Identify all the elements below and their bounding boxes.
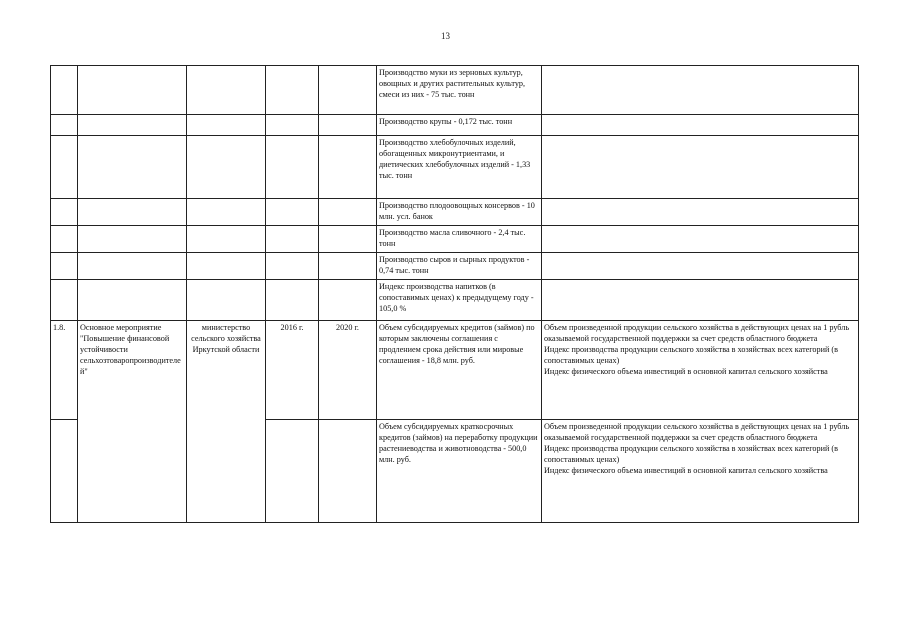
result-cell bbox=[542, 199, 859, 226]
table-row bbox=[51, 66, 859, 115]
indicator-cell: Производство крупы - 0,172 тыс. тонн bbox=[377, 115, 542, 136]
indicator-cell: Производство хлебобулочных изделий, обогащенных микронутриентами, и диетических хлебобулочных изделий - 1,33 тыс. тонн bbox=[377, 136, 542, 199]
result-cell bbox=[542, 253, 859, 280]
indicator-cell: Производство сыров и сырных продуктов - 0,74 тыс. тонн bbox=[377, 253, 542, 280]
table-row bbox=[51, 136, 859, 199]
indicator-cell: Индекс производства напитков (в сопоставимых ценах) к предыдущему году - 105,0 % bbox=[377, 280, 542, 321]
indicator-cell: Объем субсидируемых краткосрочных кредитов (займов) на переработку продукции растениеводства и животноводства - 500,0 млн. руб. bbox=[377, 420, 542, 523]
result-cell bbox=[542, 280, 859, 321]
program-measures-table bbox=[50, 65, 859, 523]
result-cell bbox=[542, 115, 859, 136]
result-line: Индекс физического объема инвестиций в основной капитал сельского хозяйства bbox=[544, 466, 828, 475]
page-number: 13 bbox=[441, 31, 450, 41]
table-row bbox=[51, 226, 859, 253]
measure-name: Основное мероприятие "Повышение финансовой устойчивости сельхозтоваропроизводителей" bbox=[78, 321, 187, 523]
table-row bbox=[51, 115, 859, 136]
table-row bbox=[51, 280, 859, 321]
measure-end-year: 2020 г. bbox=[319, 321, 377, 420]
result-line: Индекс производства продукции сельского хозяйства в хозяйствах всех категорий (в сопоставимых ценах) bbox=[544, 444, 839, 464]
result-line: Индекс физического объема инвестиций в основной капитал сельского хозяйства bbox=[544, 367, 828, 376]
result-line: Объем произведенной продукции сельского хозяйства в действующих ценах на 1 рубль оказываемой государственной поддержки за счет средств областного бюджета bbox=[544, 422, 850, 442]
measure-executor: министерство сельского хозяйства Иркутской области bbox=[187, 321, 266, 523]
indicator-cell: Производство плодоовощных консервов - 10 млн. усл. банок bbox=[377, 199, 542, 226]
result-line: Объем произведенной продукции сельского хозяйства в действующих ценах на 1 рубль оказываемой государственной поддержки за счет средств областного бюджета bbox=[544, 323, 850, 343]
table-row bbox=[51, 321, 859, 420]
table-row bbox=[51, 199, 859, 226]
indicator-cell: Объем субсидируемых кредитов (займов) по которым заключены соглашения с продлением срока действия или мировые соглашения - 18,8 млн. руб. bbox=[377, 321, 542, 420]
result-line: Индекс производства продукции сельского хозяйства в хозяйствах всех категорий (в сопоставимых ценах) bbox=[544, 345, 839, 365]
result-cell bbox=[542, 226, 859, 253]
result-cell bbox=[542, 136, 859, 199]
measure-start-year: 2016 г. bbox=[266, 321, 319, 420]
result-cell bbox=[542, 321, 859, 420]
indicator-cell: Производство масла сливочного - 2,4 тыс. тонн bbox=[377, 226, 542, 253]
indicator-cell: Производство муки из зерновых культур, овощных и других растительных культур, смеси из них - 75 тыс. тонн bbox=[377, 66, 542, 115]
measure-number: 1.8. bbox=[51, 321, 78, 420]
table-row bbox=[51, 253, 859, 280]
result-cell bbox=[542, 420, 859, 523]
result-cell bbox=[542, 66, 859, 115]
